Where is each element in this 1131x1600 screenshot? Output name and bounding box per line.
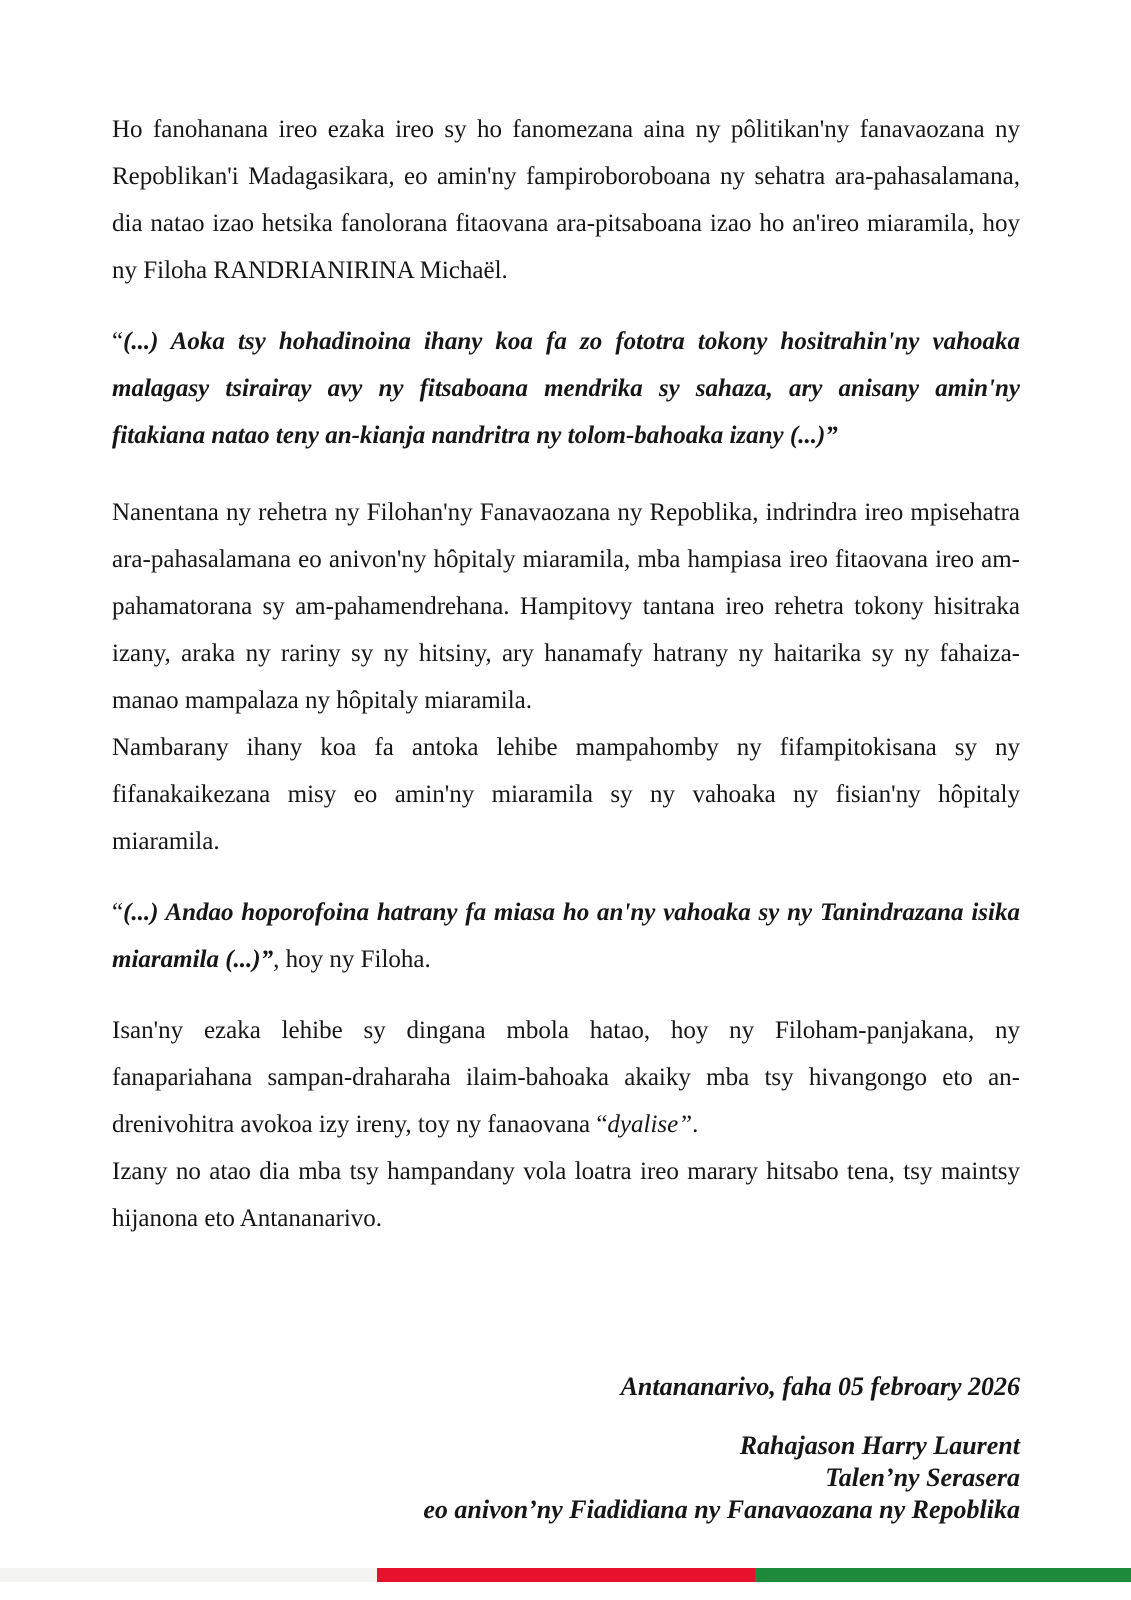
quote-paragraph-1 (112, 318, 1020, 459)
paragraph-trust: Nambarany ihany koa fa antoka lehibe mampahomby ny fifampitokisana sy ny fifanakaikezana misy eo amin'ny miaramila sy ny vahoaka ny fisian'ny hôpitaly miaramila. (112, 734, 1020, 855)
signatory-title: Talen’ny Serasera (825, 1463, 1020, 1492)
date-line: Antananarivo, faha 05 febroary 2026 (620, 1372, 1020, 1401)
quote-1-text: (...) Aoka tsy hohadinoina ihany koa fa zo fototra tokony hositrahin'ny vahoaka malagasy tsirairay avy ny fitsaboana mendrika sy sahaza, ary anisany amin'ny fitakiana natao teny an-kianja nandritra ny tolom-bahoaka izany (...)” (112, 328, 1020, 449)
quote-paragraph-2 (112, 889, 1020, 983)
flag-stripe-white (0, 1568, 377, 1582)
paragraph-services-end: . (692, 1111, 699, 1138)
paragraph-services (112, 1007, 1020, 1148)
paragraph-services-text: Isan'ny ezaka lehibe sy dingana mbola hatao, hoy ny Filoham-panjakana, ny fanapariahana sampan-draharaha ilaim-bahoaka akaiky mba tsy hivangongo eto an-drenivohitra avokoa izy ireny, toy ny fanaovana “ (112, 1017, 1020, 1138)
letter-body (112, 106, 1020, 1242)
signatory-organization: eo anivon’ny Fiadidiana ny Fanavaozana ny Repoblika (423, 1495, 1020, 1524)
quote-2-text: (...) Andao hoporofoina hatrany fa miasa ho an'ny vahoaka sy ny Tanindrazana isika miaramila (...)” (112, 899, 1020, 973)
quote-2-attribution: , hoy ny Filoha. (273, 946, 431, 973)
paragraph-intro: Ho fanohanana ireo ezaka ireo sy ho fanomezana aina ny pôlitikan'ny fanavaozana ny Repoblikan'i Madagasikara, eo amin'ny fampiroboroboana ny sehatra ara-pahasalamana, dia natao izao hetsika fanolorana fitaovana ara-pitsaboana izao ho an'ireo miaramila, hoy ny Filoha RANDRIANIRINA Michaël. (112, 116, 1020, 284)
quote-open-mark: “ (112, 899, 124, 926)
paragraph-closing: Izany no atao dia mba tsy hampandany vola loatra ireo marary hitsabo tena, tsy maintsy hijanona eto Antananarivo. (112, 1158, 1020, 1232)
paragraph-appeal: Nanentana ny rehetra ny Filohan'ny Fanavaozana ny Repoblika, indrindra ireo mpisehatra ara-pahasalamana eo anivon'ny hôpitaly miaramila, mba hampiasa ireo fitaovana ireo am-pahamatorana sy am-pahamendrehana. Hampitovy tantana ireo rehetra tokony hisitraka izany, araka ny rariny sy ny hitsiny, ary hanamafy hatrany ny haitarika sy ny fahaiza-manao mampalaza ny hôpitaly miaramila. (112, 499, 1020, 714)
dyalise-term: dyalise” (607, 1111, 693, 1138)
flag-stripe-red (377, 1568, 755, 1582)
flag-stripe-green (755, 1568, 1131, 1582)
signature-block (112, 1370, 1020, 1526)
flag-footer-stripe (0, 1568, 1131, 1582)
signatory-name: Rahajason Harry Laurent (739, 1431, 1020, 1460)
quote-open-mark: “ (112, 328, 124, 355)
